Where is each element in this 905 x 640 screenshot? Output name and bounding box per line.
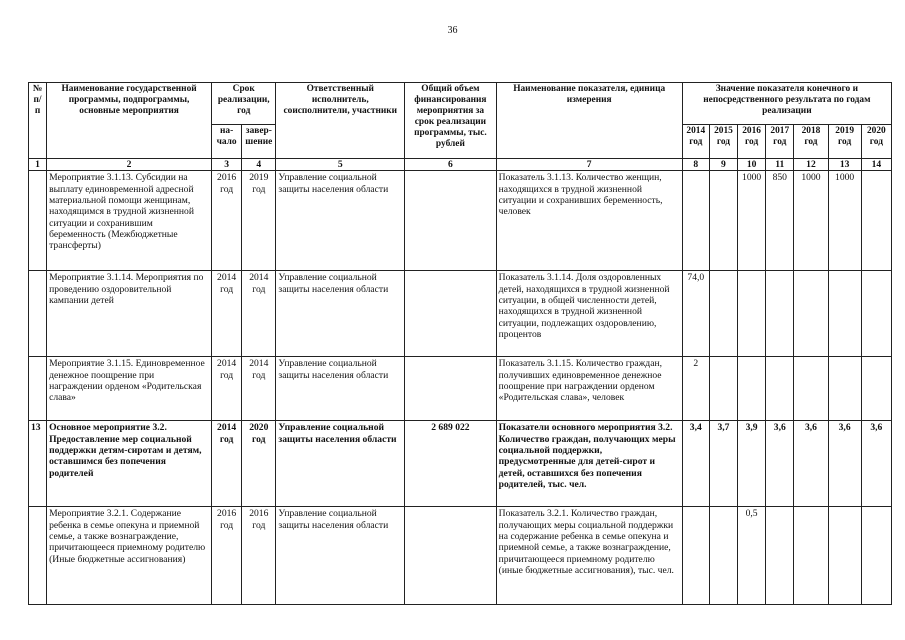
year-value: 1000 [738,171,766,271]
column-number-row [29,159,892,171]
year-value: 3,6 [861,421,891,507]
header-year: 2016 год [738,125,766,159]
year-value [766,357,794,421]
responsible: Управление социальной защиты населения области [276,271,405,357]
table-row [29,421,892,507]
year-value [828,357,861,421]
column-number: 8 [682,159,709,171]
indicator: Показатель 3.1.13. Количество женщин, находящихся в трудной жизненной ситуации и сохранивших беременность, человек [496,171,682,271]
year-value [682,507,709,605]
column-number: 9 [709,159,737,171]
year-value [766,507,794,605]
year-value: 74,0 [682,271,709,357]
header-year: 2014 год [682,125,709,159]
year-value [794,357,828,421]
row-num [29,507,47,605]
table-row [29,271,892,357]
header-year: 2017 год [766,125,794,159]
year-value [861,171,891,271]
funding-volume [405,357,497,421]
year-value: 3,6 [794,421,828,507]
header-indicator: Наименование показателя, единица измерения [496,83,682,159]
year-value [709,507,737,605]
row-num [29,171,47,271]
measure-name: Мероприятие 3.1.15. Единовременное денежное поощрение при награждении орденом «Родительская слава» [47,357,212,421]
year-value: 3,6 [828,421,861,507]
term-start: 2014 год [212,421,242,507]
header-values: Значение показателя конечного и непосредственного результата по годам реализации [682,83,891,125]
year-value: 850 [766,171,794,271]
year-value: 3,7 [709,421,737,507]
header-num: № п/п [29,83,47,159]
term-start: 2016 год [212,171,242,271]
year-value [794,507,828,605]
column-number: 11 [766,159,794,171]
year-value: 3,6 [766,421,794,507]
header-term-start: на-чало [212,125,242,159]
year-value [709,171,737,271]
measure-name: Основное мероприятие 3.2. Предоставление мер социальной поддержки детям-сиротам и детям, оставшимся без попечения родителей [47,421,212,507]
table-row [29,507,892,605]
indicator: Показатель 3.1.14. Доля оздоровленных детей, находящихся в трудной жизненной ситуации, в общей численности детей, находящихся в трудной жизненной ситуации, подлежащих оздоровлению, процентов [496,271,682,357]
year-value [794,271,828,357]
column-number: 14 [861,159,891,171]
funding-volume: 2 689 022 [405,421,497,507]
year-value [861,507,891,605]
column-number: 6 [405,159,497,171]
funding-volume [405,507,497,605]
header-year: 2019 год [828,125,861,159]
year-value [828,507,861,605]
term-start: 2016 год [212,507,242,605]
header-year: 2020 год [861,125,891,159]
year-value [738,271,766,357]
column-number: 10 [738,159,766,171]
page-number: 36 [447,25,458,36]
year-value [861,271,891,357]
year-value [828,271,861,357]
year-value [861,357,891,421]
indicator: Показатели основного мероприятия 3.2. Количество граждан, получающих меры социальной поддержки, предусмотренные для детей-сирот и детей, оставшихся без попечения родителей, тыс. чел. [496,421,682,507]
responsible: Управление социальной защиты населения области [276,507,405,605]
table-row [29,171,892,271]
column-number: 1 [29,159,47,171]
measure-name: Мероприятие 3.1.14. Мероприятия по проведению оздоровительной кампании детей [47,271,212,357]
program-table [28,82,892,605]
indicator: Показатель 3.2.1. Количество граждан, получающих меры социальной поддержки на содержание ребенка в семье опекуна и приемной семье, а также вознаграждение, причитающееся приемному родителю (иные бюджетные ассигнования), тыс. чел. [496,507,682,605]
column-number: 2 [47,159,212,171]
indicator: Показатель 3.1.15. Количество граждан, получивших единовременное денежное поощрение при награждении орденом «Родительская слава», человек [496,357,682,421]
column-number: 7 [496,159,682,171]
term-end: 2014 год [242,357,276,421]
measure-name: Мероприятие 3.1.13. Субсидии на выплату единовременной адресной материальной помощи женщинам, находящимся в трудной жизненной ситуации и сохранившим беременность (Межбюджетные трансферты) [47,171,212,271]
header-year: 2015 год [709,125,737,159]
header-volume: Общий объем финансирования мероприятия за срок реализации программы, тыс. рублей [405,83,497,159]
funding-volume [405,271,497,357]
term-start: 2014 год [212,357,242,421]
header-responsible: Ответственный исполнитель, соисполнители, участники [276,83,405,159]
column-number: 5 [276,159,405,171]
term-end: 2020 год [242,421,276,507]
table-body [29,159,892,605]
year-value: 2 [682,357,709,421]
header-term-end: завер-шение [242,125,276,159]
table-row [29,357,892,421]
year-value [709,271,737,357]
year-value [766,271,794,357]
funding-volume [405,171,497,271]
column-number: 3 [212,159,242,171]
term-end: 2016 год [242,507,276,605]
year-value [738,357,766,421]
table-header [29,83,892,159]
column-number: 13 [828,159,861,171]
header-term: Срок реализации, год [212,83,276,125]
row-num [29,271,47,357]
year-value [709,357,737,421]
header-year: 2018 год [794,125,828,159]
term-start: 2014 год [212,271,242,357]
year-value: 3,4 [682,421,709,507]
responsible: Управление социальной защиты населения области [276,421,405,507]
year-value: 0,5 [738,507,766,605]
responsible: Управление социальной защиты населения области [276,357,405,421]
header-name: Наименование государственной программы, подпрограммы, основные мероприятия [47,83,212,159]
responsible: Управление социальной защиты населения области [276,171,405,271]
term-end: 2019 год [242,171,276,271]
year-value: 3,9 [738,421,766,507]
column-number: 12 [794,159,828,171]
year-value: 1000 [828,171,861,271]
year-value: 1000 [794,171,828,271]
year-value [682,171,709,271]
row-num [29,357,47,421]
term-end: 2014 год [242,271,276,357]
measure-name: Мероприятие 3.2.1. Содержание ребенка в семье опекуна и приемной семье, а также вознаграждение, причитающееся приемному родителю (Иные бюджетные ассигнования) [47,507,212,605]
column-number: 4 [242,159,276,171]
row-num: 13 [29,421,47,507]
